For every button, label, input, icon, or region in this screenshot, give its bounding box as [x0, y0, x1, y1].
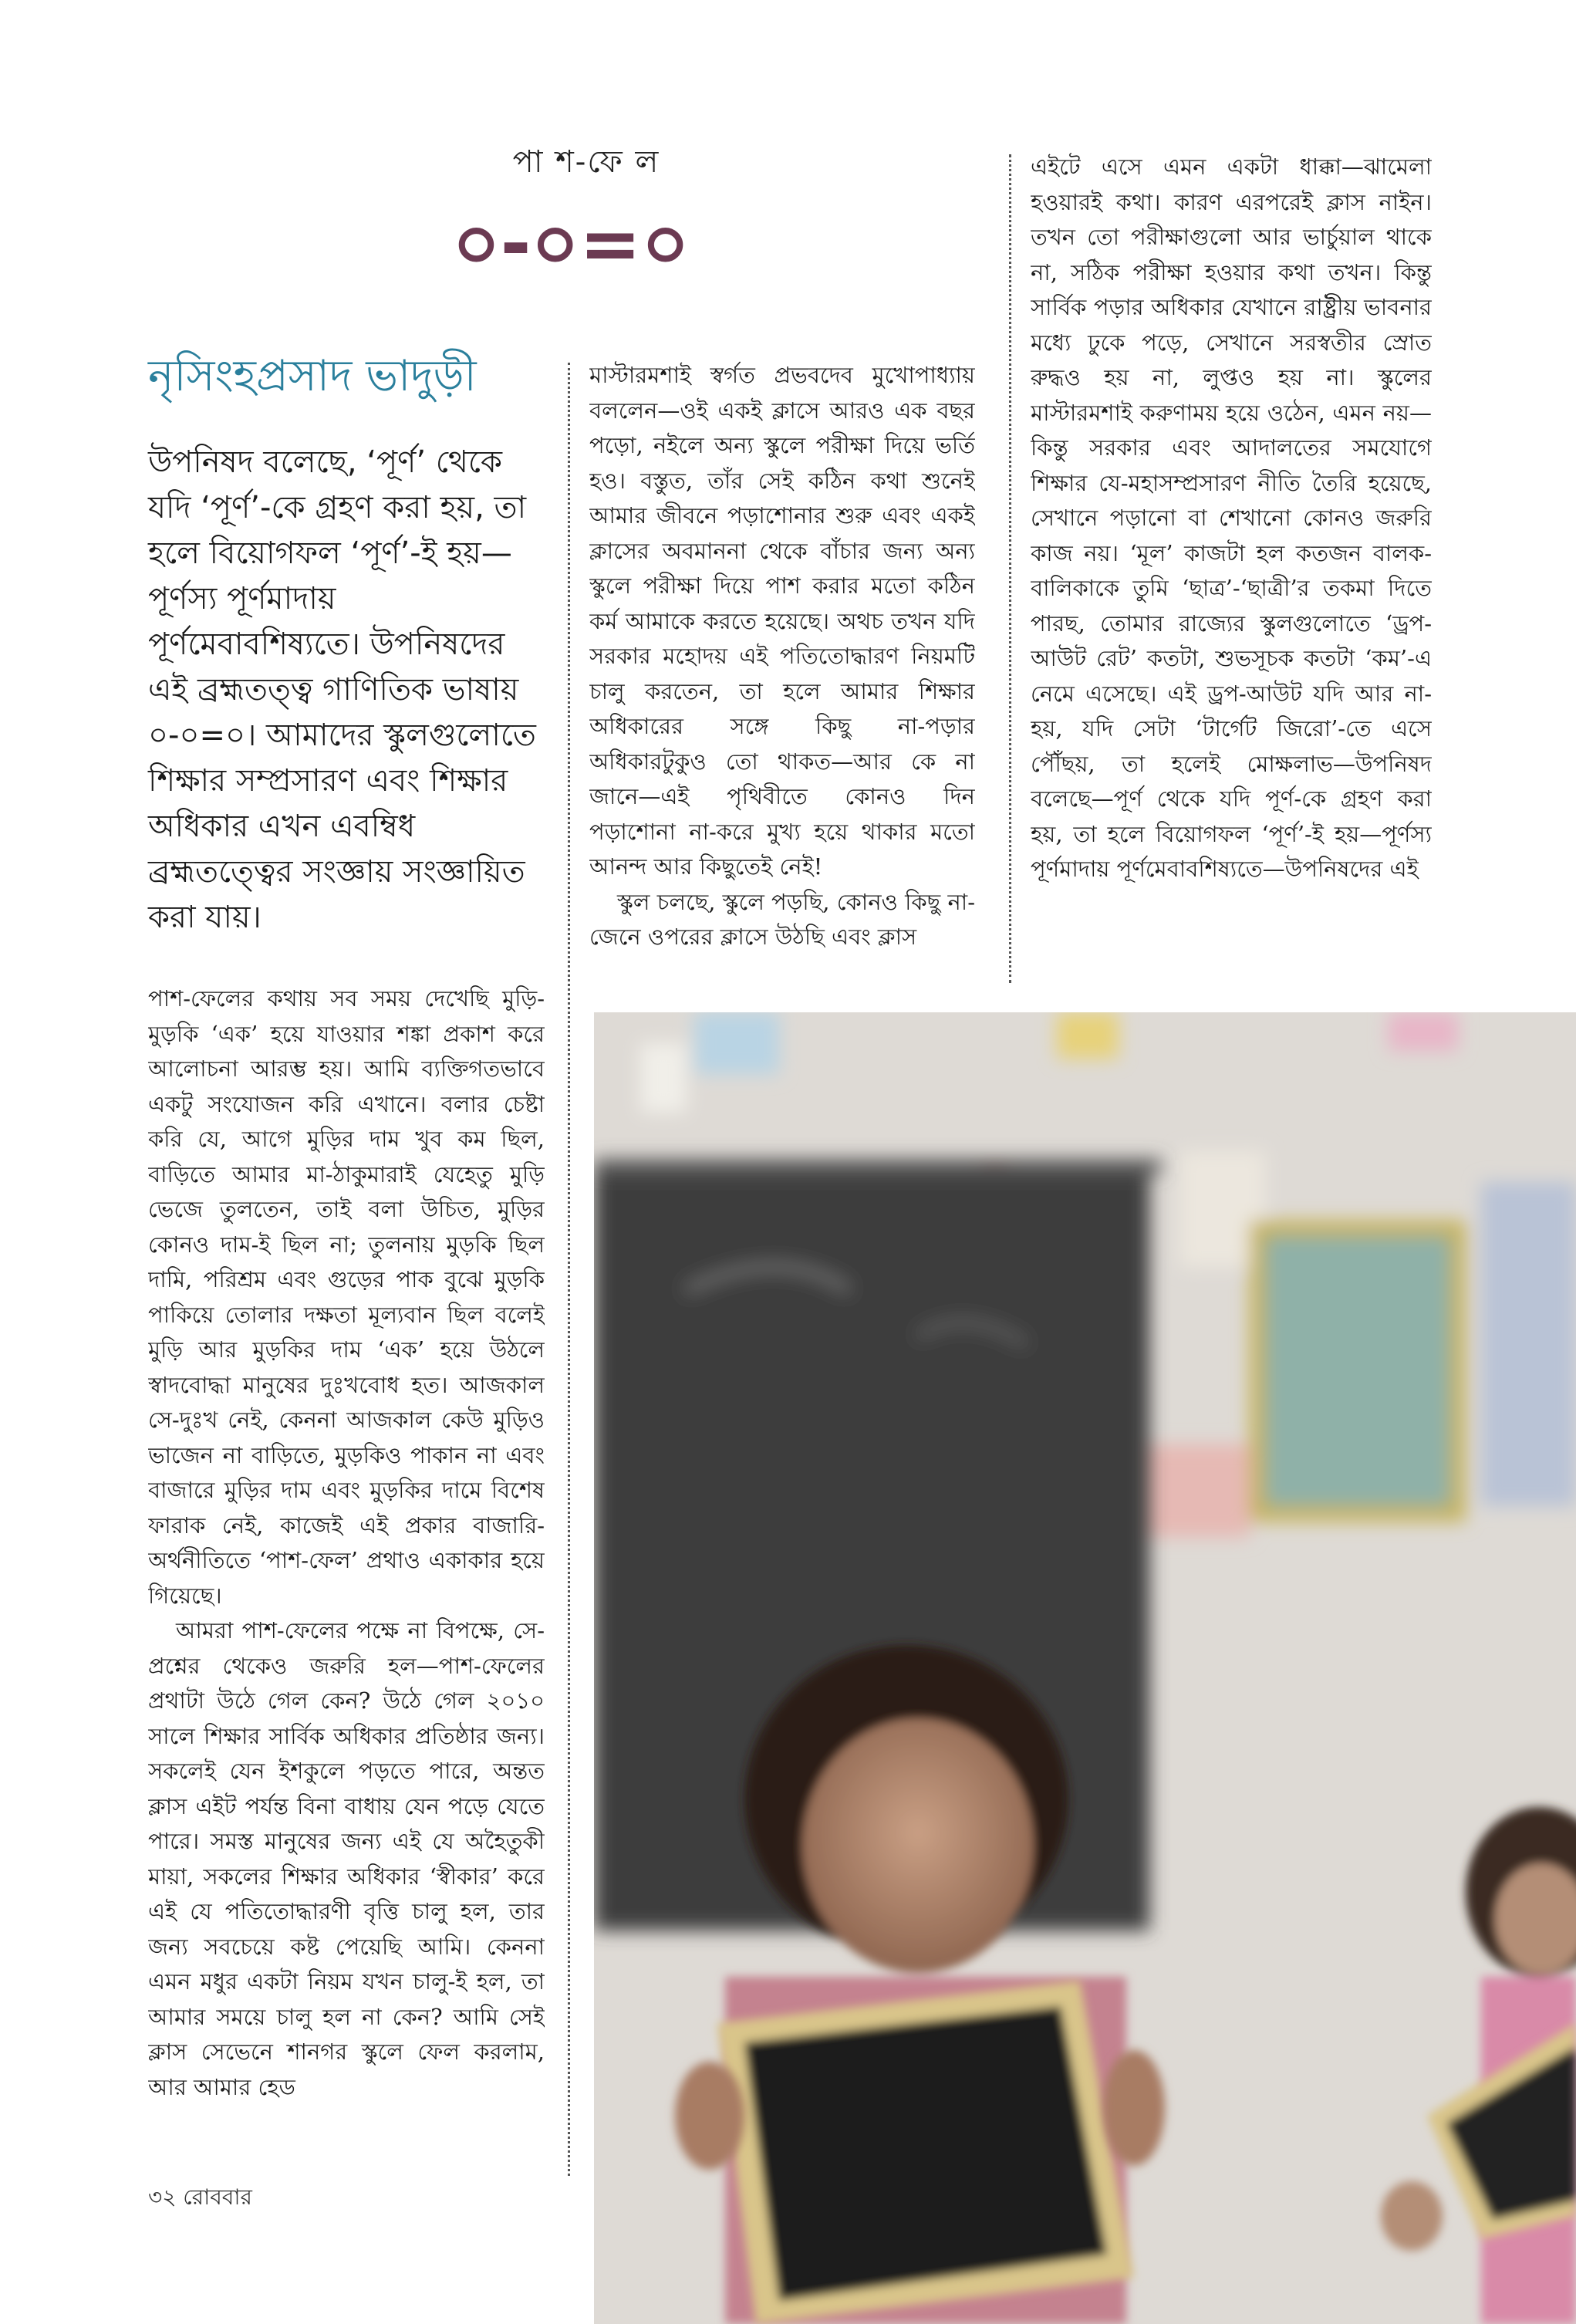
body-paragraph: পাশ-ফেলের কথায় সব সময় দেখেছি মুড়ি-মুড়কি ‘এক’ হয়ে যাওয়ার শঙ্কা প্রকাশ করে আলোচনা আরম্ভ হয়। আমি ব্যক্তিগতভাবে একটু সংযোজন করি এখানে। বলার চেষ্টা করি যে, আগে মুড়ির দাম খুব কম ছিল, বাড়িতে আমার মা-ঠাকুমারাই যেহেতু মুড়ি ভেজে তুলতেন, তাই বলা উচিত, মুড়ির কোনও দাম-ই ছিল না; তুলনায় মুড়কি ছিল দামি, পরিশ্রম এবং গুড়ের পাক বুঝে মুড়কি পাকিয়ে তোলার দক্ষতা মূল্যবান ছিল বলেই মুড়ি আর মুড়কির দাম ‘এক’ হয়ে উঠলে স্বাদবোদ্ধা মানুষের দুঃখবোধ হত। আজকাল সে-দুঃখ নেই, কেননা আজকাল কেউ মুড়িও ভাজেন না বাড়িতে, মুড়কিও পাকান না এবং বাজারে মুড়ির দাম এবং মুড়কির দামে বিশেষ ফারাক নেই, কাজেই এই প্রকার বাজারি-অর্থনীতিতে ‘পাশ-ফেল’ প্রথাও একাকার হয়ে গিয়েছে। — [148, 985, 545, 1609]
classroom-photo-illustration — [594, 1012, 1576, 2324]
body-paragraph: এইটে এসে এমন একটা ধাক্কা—ঝামেলা হওয়ারই কথা। কারণ এরপরেই ক্লাস নাইন। তখন তো পরীক্ষাগুলো আর ভার্চুয়াল থাকে না, সঠিক পরীক্ষা হওয়ার কথা তখন। কিন্তু সার্বিক পড়ার অধিকার যেখানে রাষ্ট্রীয় ভাবনার মধ্যে ঢুকে পড়ে, সেখানে সরস্বতীর স্রোত রুদ্ধও হয় না, লুপ্তও হয় না। স্কুলের মাস্টারমশাই করুণাময় হয়ে ওঠেন, এমন নয়—কিন্তু সরকার এবং আদালতের সমযোগে শিক্ষার যে-মহাসম্প্রসারণ নীতি তৈরি হয়েছে, সেখানে পড়ানো বা শেখানো কোনও জরুরি কাজ নয়। ‘মূল’ কাজটা হল কতজন বালক-বালিকাকে তুমি ‘ছাত্র’-‘ছাত্রী’র তকমা দিতে পারছ, তোমার রাজ্যের স্কুলগুলোতে ‘ড্রপ-আউট রেট’ কতটা, শুভসূচক কতটা ‘কম’-এ নেমে এসেছে। এই ড্রপ-আউট যদি আর না-হয়, যদি সেটা ‘টার্গেট জিরো’-তে এসে পৌঁছয়, তা হলেই মোক্ষলাভ—উপনিষদ বলেছে—পূর্ণ থেকে যদি পূর্ণ-কে গ্রহণ করা হয়, তা হলে বিয়োগফল ‘পূর্ণ’-ই হয়—পূর্ণস্য পূর্ণমাদায় পূর্ণমেবাবশিষ্যতে—উপনিষদের এই — [1031, 154, 1432, 882]
body-paragraph: আমরা পাশ-ফেলের পক্ষে না বিপক্ষে, সে-প্রশ্নের থেকেও জরুরি হল—পাশ-ফেলের প্রথাটা উঠে গেল কেন? উঠে গেল ২০১০ সালে শিক্ষার সার্বিক অধিকার প্রতিষ্ঠার জন্য। সকলেই যেন ইশকুলে পড়তে পারে, অন্তত ক্লাস এইট পর্যন্ত বিনা বাধায় যেন পড়ে যেতে পারে। সমস্ত মানুষের জন্য এই যে অহৈতুকী মায়া, সকলের শিক্ষার অধিকার ‘স্বীকার’ করে এই যে পতিতোদ্ধারণী বৃত্তি চালু হল, তার জন্য সবচেয়ে কষ্ট পেয়েছি আমি। কেননা এমন মধুর একটা নিয়ম যখন চালু-ই হল, তা আমার সময়ে চালু হল না কেন? আমি সেই ক্লাস সেভেনে শানগর স্কুলে ফেল করলাম, আর আমার হেড — [148, 1617, 545, 2100]
column-divider — [1009, 154, 1011, 983]
body-column-3 — [1031, 150, 1432, 983]
body-paragraph: মাস্টারমশাই স্বর্গত প্রভবদেব মুখোপাধ্যায় বললেন—ওই একই ক্লাসে আরও এক বছর পড়ো, নইলে অন্য স্কুলে পরীক্ষা দিয়ে ভর্তি হও। বস্তুত, তাঁর সেই কঠিন কথা শুনেই আমার জীবনে পড়াশোনার শুরু এবং একই ক্লাসের অবমাননা থেকে বাঁচার জন্য অন্য স্কুলে পরীক্ষা দিয়ে পাশ করার মতো কঠিন কর্ম আমাকে করতে হয়েছে। অথচ তখন যদি সরকার মহোদয় এই পতিতোদ্ধারণ নিয়মটি চালু করতেন, তা হলে আমার শিক্ষার অধিকারের সঙ্গে কিছু না-পড়ার অধিকারটুকুও তো থাকত—আর কে না জানে—এই পৃথিবীতে কোনও দিন পড়াশোনা না-করে মুখ্য হয়ে থাকার মতো আনন্দ আর কিছুতেই নেই! — [589, 362, 975, 880]
body-column-1 — [148, 981, 545, 2162]
author-name: নৃসিংহপ্রসাদ ভাদুড়ী — [148, 351, 477, 401]
section-kicker: পা শ-ফে ল — [512, 144, 660, 180]
column-divider — [568, 363, 570, 2176]
classroom-photo — [594, 1012, 1576, 2324]
body-column-2 — [589, 358, 975, 983]
standfirst: উপনিষদ বলেছে, ‘পূর্ণ’ থেকে যদি ‘পূর্ণ’-কে গ্রহণ করা হয়, তা হলে বিয়োগফল ‘পূর্ণ’-ই হয়—পূর্ণস্য পূর্ণমাদায় পূর্ণমেবাবশিষ্যতে। উপনিষদের এই ব্রহ্মতত্ত্ব গাণিতিক ভাষায় ০-০=০। আমাদের স্কুলগুলোতে শিক্ষার সম্প্রসারণ এবং শিক্ষার অধিকার এখন এবম্বিধ ব্রহ্মতত্ত্বের সংজ্ঞায় সংজ্ঞায়িত করা যায়। — [148, 444, 536, 935]
article-title: ০-০=০ — [452, 201, 690, 287]
body-paragraph: স্কুল চলছে, স্কুলে পড়ছি, কোনও কিছু না-জেনে ওপরের ক্লাসে উঠছি এবং ক্লাস — [589, 888, 975, 950]
page-footer: ৩২ রোববার — [148, 2184, 252, 2210]
